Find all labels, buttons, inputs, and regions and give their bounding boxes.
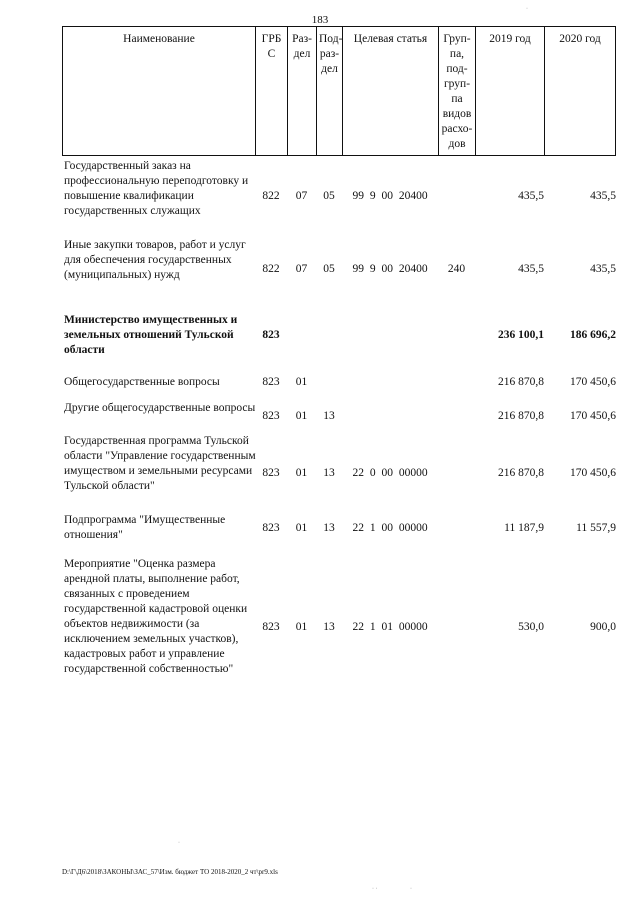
row-2020: 170 450,6 <box>570 376 616 388</box>
row-razdel: 01 <box>295 522 308 534</box>
row-grbs: 823 <box>262 410 280 422</box>
row-name: Мероприятие "Оценка размера арендной платы, выполнение работ, связанных с проведением государственной кадастровой оценки объектов недвижимости (за исключением земельных участков), кадастровых работ и управление государственной собственностью" <box>64 558 248 675</box>
row-vid: 240 <box>447 263 466 275</box>
row-2020: 11 557,9 <box>576 522 616 534</box>
row-2019: 11 187,9 <box>504 522 544 534</box>
header-2020: 2020 год <box>544 26 616 156</box>
row-name: Другие общегосударственные вопросы <box>64 402 256 414</box>
row-2020: 900,0 <box>590 621 616 633</box>
row-razdel: 01 <box>295 376 308 388</box>
row-name: Министерство имущественных и земельных отношений Тульской области <box>64 314 238 356</box>
row-grbs: 823 <box>262 621 280 633</box>
header-2019: 2019 год <box>475 26 544 156</box>
row-name: Государственная программа Тульской области "Управление государственным имуществом и земельными ресурсами Тульской области" <box>64 435 256 492</box>
row-name: Общегосударственные вопросы <box>64 376 220 388</box>
scan-speck: · <box>410 886 412 892</box>
row-2019: 236 100,1 <box>498 329 544 341</box>
row-grbs: 822 <box>262 190 280 202</box>
row-name: Иные закупки товаров, работ и услуг для обеспечения государственных (муниципальных) нужд <box>64 239 246 281</box>
row-podrazdel: 13 <box>323 467 335 479</box>
row-target: 22 0 00 00000 <box>352 467 428 479</box>
row-2019: 216 870,8 <box>498 467 544 479</box>
row-name: Государственный заказ на профессиональную переподготовку и повышение квалификации государственных служащих <box>64 160 249 217</box>
header-target: Целевая статья <box>342 26 438 156</box>
scan-speck: · <box>526 6 528 12</box>
row-razdel: 01 <box>295 621 308 633</box>
row-2020: 435,5 <box>590 190 616 202</box>
row-razdel: 07 <box>295 263 308 275</box>
row-2019: 216 870,8 <box>498 376 544 388</box>
scan-speck: · · <box>372 886 378 892</box>
row-2020: 170 450,6 <box>570 467 616 479</box>
row-razdel: 01 <box>295 467 308 479</box>
row-razdel: 07 <box>295 190 308 202</box>
row-podrazdel: 05 <box>323 190 335 202</box>
row-grbs: 823 <box>262 329 280 341</box>
row-name: Подпрограмма "Имущественные отношения" <box>64 514 226 541</box>
row-podrazdel: 05 <box>323 263 335 275</box>
row-grbs: 822 <box>262 263 280 275</box>
row-2019: 435,5 <box>518 190 544 202</box>
row-razdel: 01 <box>295 410 308 422</box>
row-2020: 435,5 <box>590 263 616 275</box>
header-vid: Груп- па, под- груп- па видов расхо- дов <box>438 26 475 156</box>
row-2019: 435,5 <box>518 263 544 275</box>
row-grbs: 823 <box>262 467 280 479</box>
header-name: Наименование <box>62 26 255 156</box>
file-path-footer: D:\Г\Д6\2018\ЗАКОНЫ\ЗАС_57\Изм. бюджет ТО 2018-2020_2 чт\pr9.xls <box>62 868 278 876</box>
scan-speck: · <box>178 840 180 846</box>
row-grbs: 823 <box>262 522 280 534</box>
header-razdel: Раз- дел <box>287 26 316 156</box>
row-2020: 170 450,6 <box>570 410 616 422</box>
row-podrazdel: 13 <box>323 621 335 633</box>
header-grbs: ГРБ С <box>255 26 287 156</box>
row-target: 22 1 00 00000 <box>352 522 428 534</box>
row-grbs: 823 <box>262 376 280 388</box>
header-podrazdel: Под- раз- дел <box>316 26 342 156</box>
row-target: 99 9 00 20400 <box>352 190 428 202</box>
row-podrazdel: 13 <box>323 522 335 534</box>
row-podrazdel: 13 <box>323 410 335 422</box>
row-2019: 216 870,8 <box>498 410 544 422</box>
page-number: 183 <box>311 14 329 26</box>
row-target: 99 9 00 20400 <box>352 263 428 275</box>
row-2020: 186 696,2 <box>570 329 616 341</box>
row-target: 22 1 01 00000 <box>352 621 428 633</box>
row-2019: 530,0 <box>518 621 544 633</box>
